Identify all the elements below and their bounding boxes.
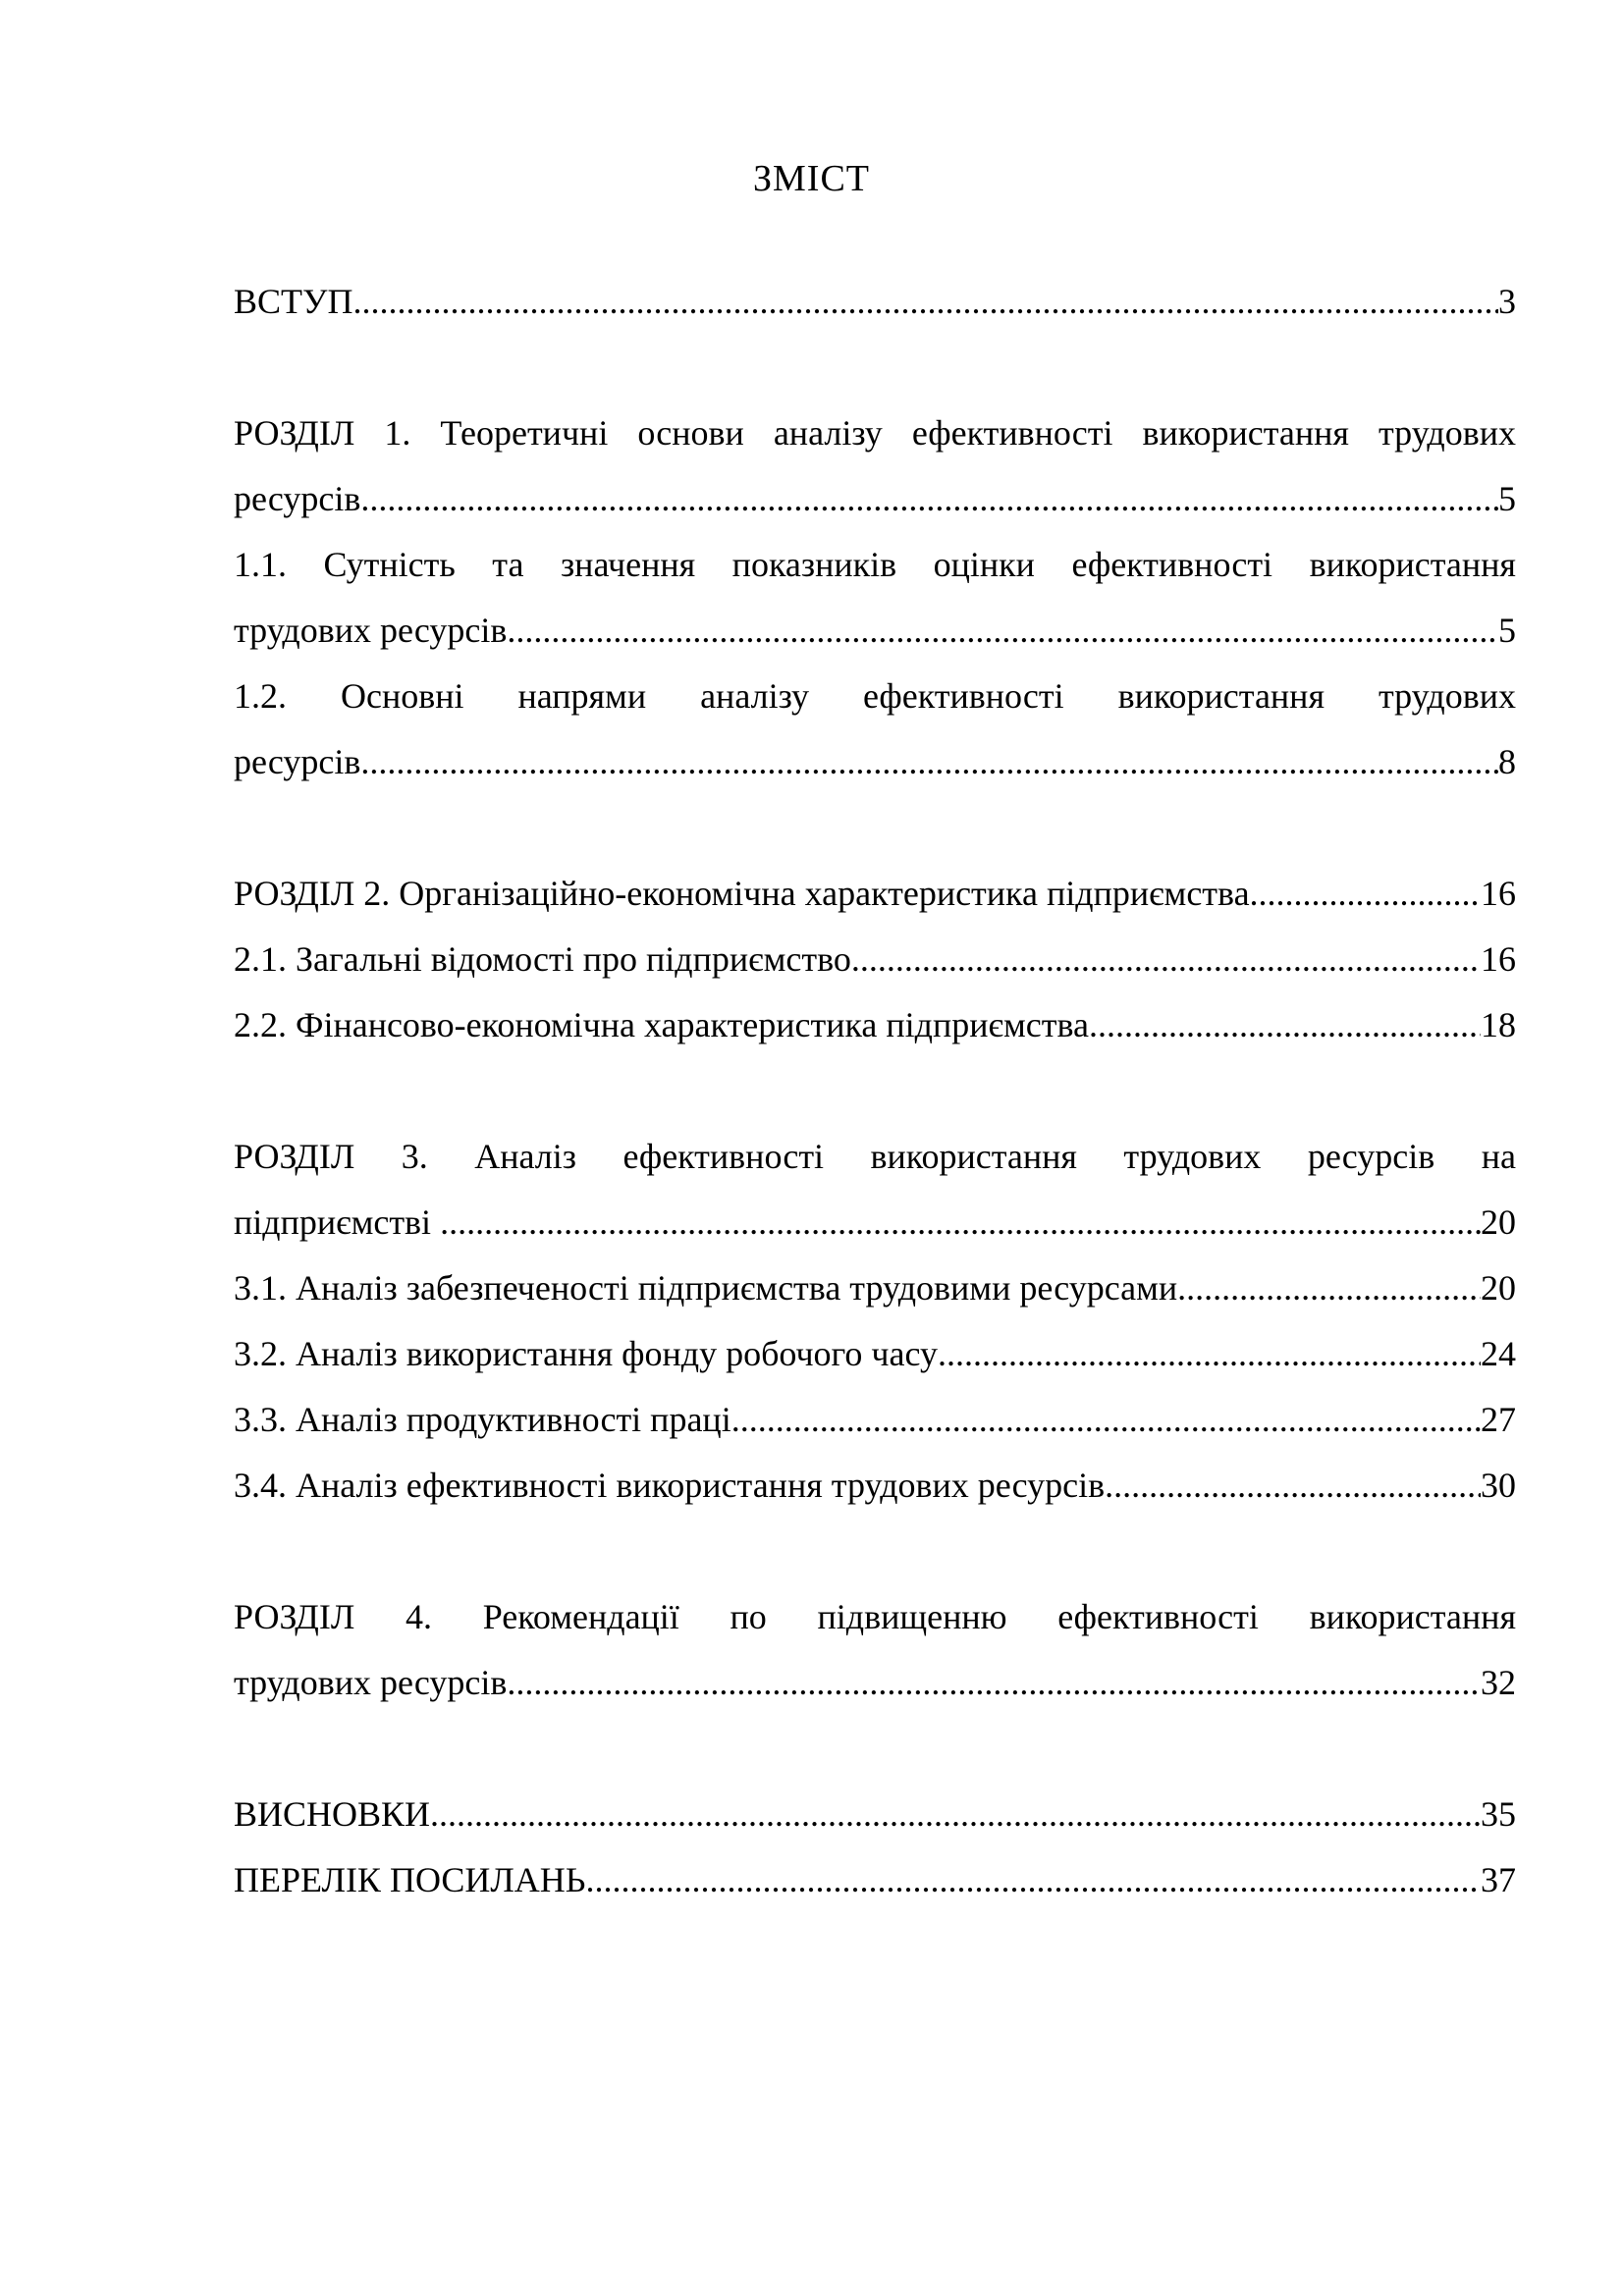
- toc-entry-chapter-2[interactable]: [234, 861, 1516, 927]
- section-gap: [234, 1058, 1516, 1124]
- toc-entry-title: 3.4. Аналіз ефективності використання трудових ресурсів: [234, 1466, 1106, 1505]
- toc-entry-title-line1: РОЗДІЛ 4. Рекомендації по підвищенню ефективності використання: [234, 1597, 1516, 1636]
- toc-line: [234, 1190, 1516, 1255]
- toc-entry-section-3-3[interactable]: [234, 1387, 1516, 1453]
- dot-leader: [507, 598, 1498, 664]
- toc-entry-title: 3.2. Аналіз використання фонду робочого часу: [234, 1334, 939, 1373]
- section-gap: [234, 795, 1516, 861]
- dot-leader: [1089, 992, 1481, 1058]
- toc-line: [234, 1255, 1516, 1321]
- toc-page-number: 3: [1498, 282, 1516, 321]
- toc-line: [234, 1847, 1516, 1913]
- section-gap: [234, 335, 1516, 400]
- dot-leader: [507, 1650, 1481, 1716]
- toc-entry-title: трудових ресурсів: [234, 611, 508, 650]
- toc-entry-title: ПЕРЕЛІК ПОСИЛАНЬ: [234, 1860, 586, 1899]
- dot-leader: [430, 1782, 1481, 1847]
- toc-page-number: 5: [1498, 611, 1516, 650]
- dot-leader: [360, 729, 1498, 795]
- toc-entry-section-2-1[interactable]: [234, 927, 1516, 992]
- toc-line: [234, 1453, 1516, 1519]
- toc-entry-section-2-2[interactable]: [234, 992, 1516, 1058]
- toc-entry-title-line1: 1.1. Сутність та значення показників оцінки ефективності використання: [234, 545, 1516, 584]
- toc-page-number: 30: [1481, 1466, 1516, 1505]
- toc-line: [234, 927, 1516, 992]
- toc-entry-title: 3.3. Аналіз продуктивності праці: [234, 1400, 731, 1439]
- toc-entry-section-3-4[interactable]: [234, 1453, 1516, 1519]
- toc-page-number: 35: [1481, 1794, 1516, 1834]
- toc-page-number: 20: [1481, 1202, 1516, 1242]
- toc-entry-title: ресурсів: [234, 742, 361, 781]
- toc-entry-title-line1: РОЗДІЛ 3. Аналіз ефективності використання трудових ресурсів на: [234, 1137, 1516, 1176]
- toc-entry-section-1-2[interactable]: [234, 664, 1516, 795]
- dot-leader: [731, 1387, 1481, 1453]
- toc-line: [234, 598, 1516, 664]
- toc-entry-title: РОЗДІЛ 2. Організаційно-економічна характеристика підприємства: [234, 874, 1250, 913]
- table-of-contents: [234, 269, 1516, 1913]
- toc-entry-title: ВИСНОВКИ: [234, 1794, 431, 1834]
- toc-entry-title: 2.1. Загальні відомості про підприємство: [234, 939, 851, 979]
- dot-leader: [353, 269, 1499, 335]
- toc-line: [234, 729, 1516, 795]
- dot-leader: [1177, 1255, 1481, 1321]
- toc-line: [234, 1321, 1516, 1387]
- dot-leader: [851, 927, 1481, 992]
- toc-entry-section-1-1[interactable]: [234, 532, 1516, 664]
- toc-entry-title: 2.2. Фінансово-економічна характеристика підприємства: [234, 1005, 1089, 1044]
- toc-entry-title: ВСТУП: [234, 282, 353, 321]
- toc-entry-chapter-1[interactable]: [234, 400, 1516, 532]
- toc-page-number: 24: [1481, 1334, 1516, 1373]
- toc-entry-chapter-3[interactable]: [234, 1124, 1516, 1255]
- toc-entry-title-line1: РОЗДІЛ 1. Теоретичні основи аналізу ефективності використання трудових: [234, 413, 1516, 453]
- toc-line: [234, 269, 1516, 335]
- toc-line: [234, 466, 1516, 532]
- page-title: ЗМІСТ: [752, 158, 871, 199]
- toc-page-number: 32: [1481, 1663, 1516, 1702]
- toc-line: [234, 1650, 1516, 1716]
- toc-page-number: 5: [1498, 479, 1516, 518]
- toc-entry-title: трудових ресурсів: [234, 1663, 508, 1702]
- toc-entry-section-3-2[interactable]: [234, 1321, 1516, 1387]
- toc-line: [234, 992, 1516, 1058]
- toc-line: [234, 1782, 1516, 1847]
- toc-line: [234, 861, 1516, 927]
- toc-page-number: 8: [1498, 742, 1516, 781]
- dot-leader: [360, 466, 1498, 532]
- toc-line: [234, 1387, 1516, 1453]
- toc-page-number: 16: [1481, 939, 1516, 979]
- dot-leader: [585, 1847, 1481, 1913]
- toc-entry-chapter-4[interactable]: [234, 1584, 1516, 1716]
- toc-page-number: 37: [1481, 1860, 1516, 1899]
- toc-entry-title: 3.1. Аналіз забезпеченості підприємства трудовими ресурсами: [234, 1268, 1178, 1308]
- toc-page-number: 20: [1481, 1268, 1516, 1308]
- toc-entry-references[interactable]: [234, 1847, 1516, 1913]
- toc-entry-section-3-1[interactable]: [234, 1255, 1516, 1321]
- toc-entry-title: ресурсів: [234, 479, 361, 518]
- dot-leader: [440, 1190, 1481, 1255]
- dot-leader: [938, 1321, 1481, 1387]
- toc-page-number: 27: [1481, 1400, 1516, 1439]
- toc-entry-title-line1: 1.2. Основні напрями аналізу ефективності використання трудових: [234, 676, 1516, 716]
- toc-page-number: 16: [1481, 874, 1516, 913]
- toc-entry-title: підприємстві: [234, 1202, 441, 1242]
- toc-page-number: 18: [1481, 1005, 1516, 1044]
- dot-leader: [1250, 861, 1481, 927]
- section-gap: [234, 1716, 1516, 1782]
- section-gap: [234, 1519, 1516, 1584]
- toc-entry-intro[interactable]: [234, 269, 1516, 335]
- dot-leader: [1105, 1453, 1481, 1519]
- toc-entry-conclusions[interactable]: [234, 1782, 1516, 1847]
